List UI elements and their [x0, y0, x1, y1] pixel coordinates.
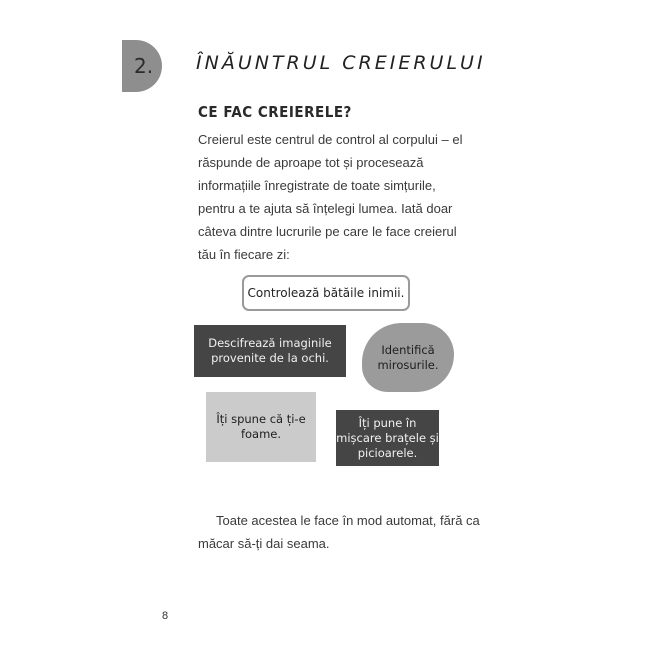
images-callout: [194, 325, 346, 377]
chapter-number-badge: [122, 40, 162, 92]
intro-paragraph: Creierul este centrul de control al corpului – el răspunde de aproape tot și procesează informațiile înregistrate de toate simțurile, pentru a te ajuta să înțelegi lumea. Iată doar câteva dintre lucrurile pe care le face creierul tău în fiecare zi:: [198, 132, 463, 262]
hunger-callout-text: Îți spune că ți-e foame.: [216, 412, 306, 441]
smell-callout: [362, 323, 454, 392]
heartbeat-callout: [242, 275, 410, 311]
page-number: 8: [162, 610, 169, 622]
chapter-number: 2.: [134, 54, 154, 78]
limbs-callout-text: Îți pune în mișcare brațele și picioarele.: [336, 415, 439, 460]
limbs-callout: [336, 410, 439, 466]
smell-callout-text: Identifică mirosurile.: [377, 342, 439, 372]
images-callout-text: Descifrează imaginile provenite de la ochi.: [208, 336, 332, 365]
heartbeat-callout-text: Controlează bătăile inimii.: [247, 285, 405, 300]
closing-paragraph: Toate acestea le face în mod automat, fără ca măcar să-ți dai seama.: [198, 513, 480, 551]
section-heading: CE FAC CREIERELE?: [198, 103, 352, 121]
hunger-callout: [206, 392, 316, 462]
chapter-title: ÎNĂUNTRUL CREIERULUI: [196, 52, 486, 74]
